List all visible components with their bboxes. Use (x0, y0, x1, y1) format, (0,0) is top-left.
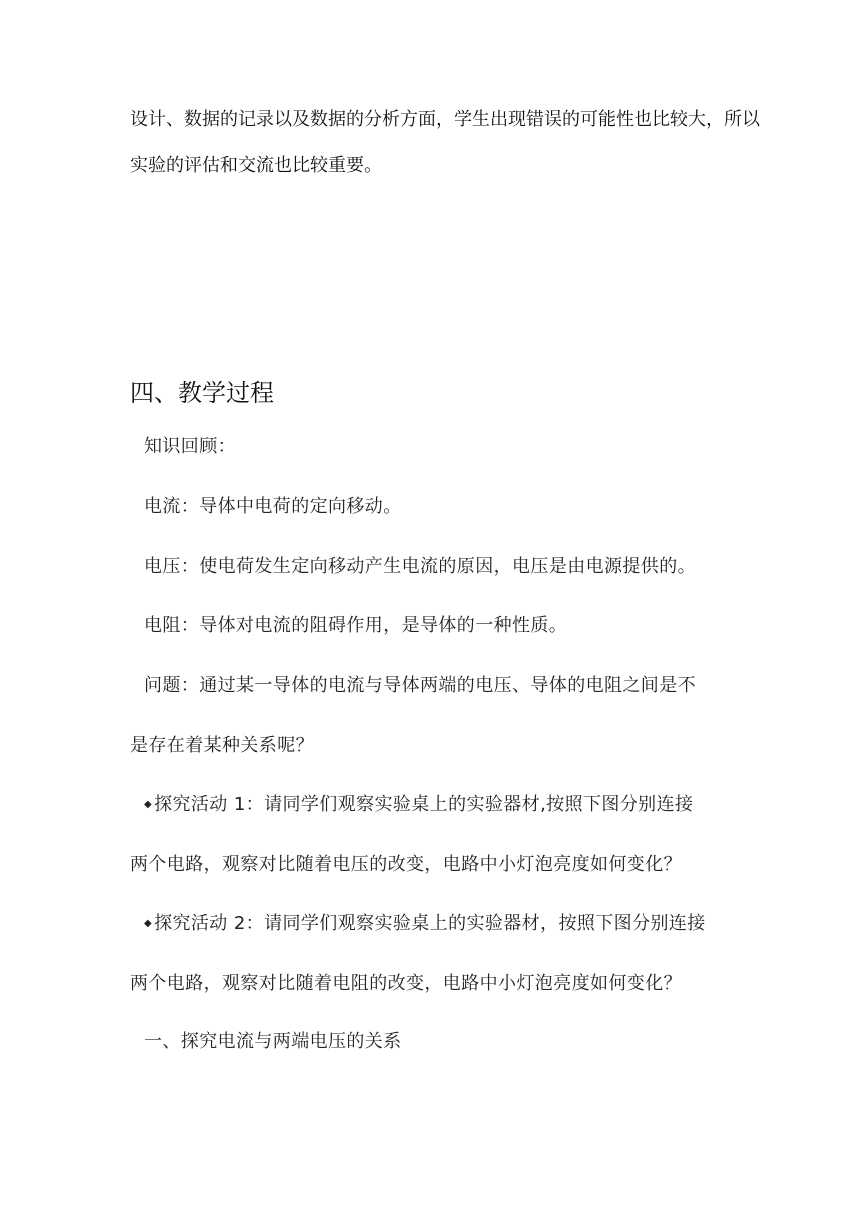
subheading: 一、探究电流与两端电压的关系 (144, 1031, 402, 1052)
review-label: 知识回顾： (144, 436, 236, 457)
activity-1-line: 两个电路，观察对比随着电压的改变，电路中小灯泡亮度如何变化？ (130, 854, 682, 875)
activity-1-line (144, 793, 693, 817)
activity-1-text: 探究活动 1：请同学们观察实验桌上的实验器材,按照下图分别连接 (154, 794, 694, 815)
activity-2-text: 探究活动 2：请同学们观察实验桌上的实验器材，按照下图分别连接 (154, 913, 706, 934)
activity-2-line: 两个电路，观察对比随着电阻的改变，电路中小灯泡亮度如何变化？ (130, 973, 682, 994)
paragraph-line: 实验的评估和交流也比较重要。 (130, 155, 382, 176)
definition-resistance: 电阻：导体对电流的阻碍作用，是导体的一种性质。 (144, 615, 568, 636)
question-line: 问题：通过某一导体的电流与导体两端的电压、导体的电阻之间是不 (144, 675, 696, 696)
diamond-bullet-icon: ◆ (144, 799, 153, 810)
diamond-bullet-icon: ◆ (144, 918, 153, 929)
activity-2-line (144, 912, 706, 936)
definition-voltage: 电压：使电荷发生定向移动产生电流的原因，电压是由电源提供的。 (144, 556, 696, 577)
paragraph-line: 设计、数据的记录以及数据的分析方面，学生出现错误的可能性也比较大，所以 (130, 109, 760, 130)
question-line: 是存在着某种关系呢？ (130, 735, 314, 756)
section-heading: 四、教学过程 (130, 379, 274, 407)
definition-current: 电流：导体中电荷的定向移动。 (144, 496, 402, 517)
